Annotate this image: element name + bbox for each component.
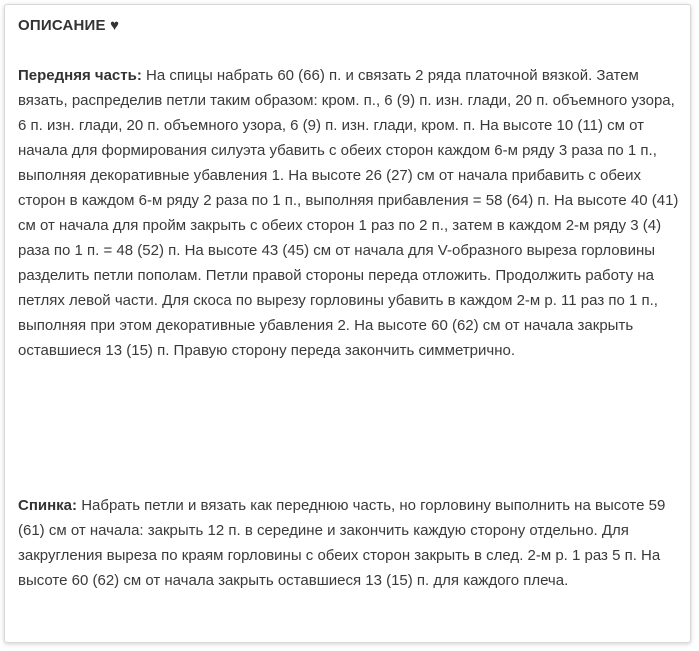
front-part-label: Передняя часть: bbox=[18, 67, 142, 84]
back-part-paragraph bbox=[18, 493, 682, 593]
front-part-text: На спицы набрать 60 (66) п. и связать 2 ряда платочной вязкой. Затем вязать, распределив петли таким образом: кром. п., 6 (9) п. изн. глади, 20 п. объемного узора, 6 п. изн. глади, 20 п. объемного узора, 6 (9) п. изн. глади, кром. п. На высоте 10 (11) см от начала для формирования силуэта убавить с обеих сторон каждом 6-м ряду 3 раза по 1 п., выполняя декоративные убавления 1. На высоте 26 (27) см от начала прибавить с обеих сторон в каждом 6-м ряду 2 раза по 1 п., выполняя прибавления = 58 (64) п. На высоте 40 (41) см от начала для пройм закрыть с обеих сторон 1 раз по 2 п., затем в каждом 2-м ряду 3 (4) раза по 1 п. = 48 (52) п. На высоте 43 (45) см от начала для V-образного выреза горловины разделить петли пополам. Петли правой стороны переда отложить. Продолжить работу на петлях левой части. Для скоса по вырезу горловины убавить в каждом 2-м р. 11 раз по 1 п., выполняя при этом декоративные убавления 2. На высоте 60 (62) см от начала закрыть оставшиеся 13 (15) п. Правую сторону переда закончить симметрично. bbox=[18, 67, 679, 359]
back-part-text: Набрать петли и вязать как переднюю часть, но горловину выполнить на высоте 59 (61) см от начала: закрыть 12 п. в середине и закончить каждую сторону отдельно. Для закругления выреза по краям горловины с обеих сторон закрыть в след. 2-м р. 1 раз 5 п. На высоте 60 (62) см от начала закрыть оставшиеся 13 (15) п. для каждого плеча. bbox=[18, 497, 666, 589]
description-card bbox=[4, 4, 691, 643]
front-part-paragraph bbox=[18, 63, 682, 363]
section-title: ОПИСАНИЕ ♥ bbox=[18, 17, 120, 34]
back-part-label: Спинка: bbox=[18, 497, 78, 514]
